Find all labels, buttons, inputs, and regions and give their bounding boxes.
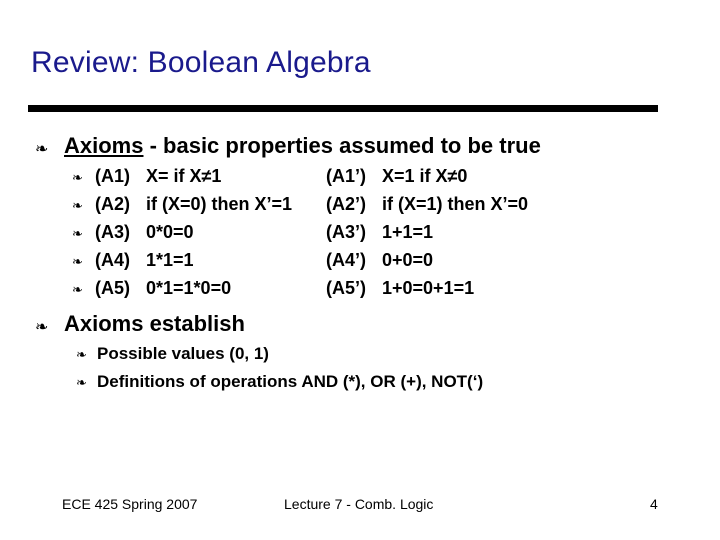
axiom-id: (A5) xyxy=(95,278,130,298)
page-number: 4 xyxy=(650,496,658,512)
footer-course: ECE 425 Spring 2007 xyxy=(62,496,198,512)
bullet-icon: ❧ xyxy=(76,376,87,391)
bullet-icon: ❧ xyxy=(35,139,49,158)
axioms-description: - basic properties assumed to be true xyxy=(143,133,541,158)
bullet-icon: ❧ xyxy=(72,283,83,298)
axiom-expression: if (X=0) then X’=1 xyxy=(146,194,293,214)
list-item: Definitions of operations AND (*), OR (+), NOT(‘) xyxy=(97,372,484,391)
section-establish-heading: Axioms establish xyxy=(64,311,245,336)
dual-axiom-id: (A3’) xyxy=(326,222,366,242)
slide-title: Review: Boolean Algebra xyxy=(31,46,371,79)
axiom-expression: X= if X≠1 xyxy=(146,166,222,186)
dual-axiom-expression: X=1 if X≠0 xyxy=(382,166,468,186)
dual-axiom-id: (A5’) xyxy=(326,278,366,298)
axioms-term: Axioms xyxy=(64,133,144,158)
axiom-id: (A2) xyxy=(95,194,130,214)
section-axioms-heading xyxy=(64,133,541,159)
bullet-icon: ❧ xyxy=(72,255,83,270)
footer-lecture: Lecture 7 - Comb. Logic xyxy=(284,496,434,512)
axiom-expression: 1*1=1 xyxy=(146,250,194,270)
dual-axiom-expression: 1+1=1 xyxy=(382,222,434,242)
bullet-icon: ❧ xyxy=(72,227,83,242)
list-item: Possible values (0, 1) xyxy=(97,344,269,363)
bullet-icon: ❧ xyxy=(35,317,49,336)
dual-axiom-id: (A4’) xyxy=(326,250,366,270)
dual-axiom-expression: if (X=1) then X’=0 xyxy=(382,194,529,214)
axiom-id: (A4) xyxy=(95,250,130,270)
bullet-icon: ❧ xyxy=(76,348,87,363)
axiom-id: (A3) xyxy=(95,222,130,242)
axiom-expression: 0*0=0 xyxy=(146,222,194,242)
dual-axiom-id: (A2’) xyxy=(326,194,366,214)
title-divider xyxy=(28,105,658,112)
dual-axiom-expression: 1+0=0+1=1 xyxy=(382,278,475,298)
axiom-expression: 0*1=1*0=0 xyxy=(146,278,232,298)
bullet-icon: ❧ xyxy=(72,171,83,186)
bullet-icon: ❧ xyxy=(72,199,83,214)
axiom-id: (A1) xyxy=(95,166,130,186)
dual-axiom-expression: 0+0=0 xyxy=(382,250,434,270)
dual-axiom-id: (A1’) xyxy=(326,166,366,186)
